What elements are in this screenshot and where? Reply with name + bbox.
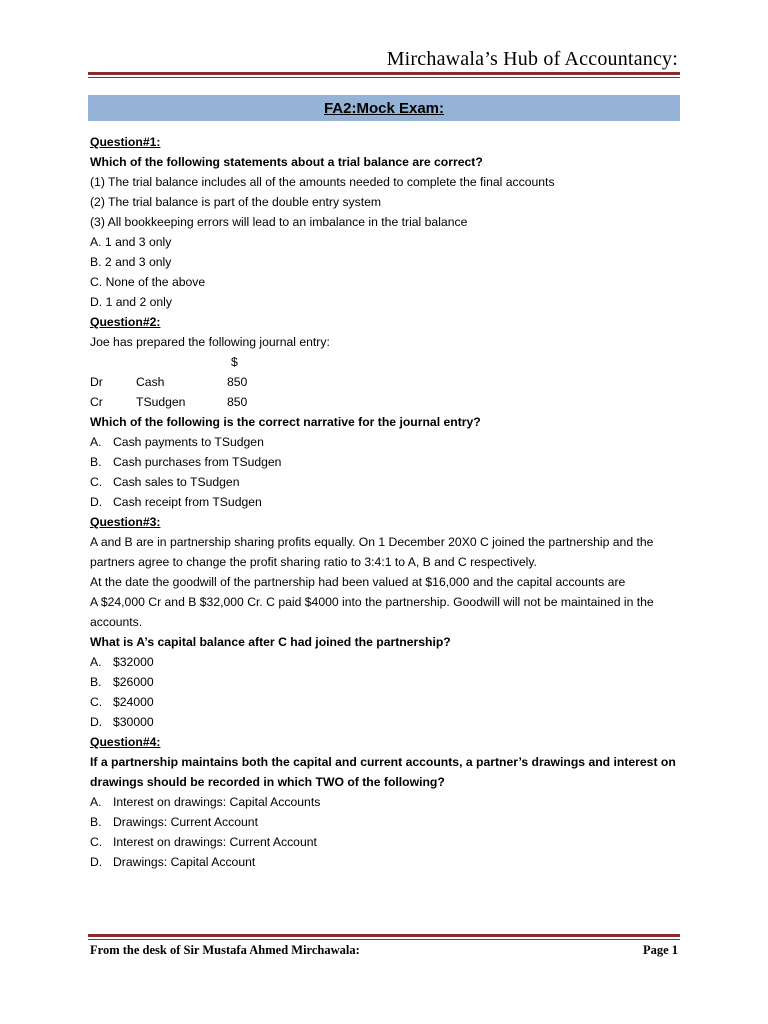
- question-2-option-a: [90, 432, 682, 452]
- journal-currency-header: $: [231, 355, 238, 369]
- footer-author: From the desk of Sir Mustafa Ahmed Mirchawala:: [90, 943, 360, 957]
- question-2-option-c: [90, 472, 682, 492]
- option-text: Cash receipt from TSudgen: [113, 495, 262, 509]
- journal-amount: 850: [227, 375, 248, 389]
- question-2-heading: Question#2:: [90, 315, 161, 329]
- header-rule-thick: [88, 72, 680, 75]
- option-label: C.: [90, 475, 103, 489]
- exam-title-banner: [88, 95, 680, 121]
- footer-rule-thick: [88, 934, 680, 937]
- question-1-option-a: A. 1 and 3 only: [90, 235, 172, 249]
- question-3-paragraph: At the date the goodwill of the partnership had been valued at $16,000 and the capital accounts are: [90, 575, 626, 589]
- question-3-heading: Question#3:: [90, 515, 161, 529]
- option-text: $24000: [113, 695, 154, 709]
- question-1-option-c: C. None of the above: [90, 275, 206, 289]
- question-3-stem: What is A’s capital balance after C had joined the partnership?: [90, 635, 451, 649]
- question-2-stem: Which of the following is the correct narrative for the journal entry?: [90, 415, 481, 429]
- question-3-option-a: [90, 652, 682, 672]
- page-number: Page 1: [642, 943, 678, 957]
- footer-rule-thin: [88, 939, 680, 940]
- option-label: A.: [90, 795, 102, 809]
- option-text: Interest on drawings: Current Account: [113, 835, 317, 849]
- option-text: Drawings: Capital Account: [113, 855, 256, 869]
- question-3-paragraph: A and B are in partnership sharing profits equally. On 1 December 20X0 C joined the partnership and the partners agree to change the profit sharing ratio to 3:4:1 to A, B and C respectively.: [90, 535, 654, 569]
- option-label: D.: [90, 715, 103, 729]
- question-4-option-a: [90, 792, 682, 812]
- question-4-option-d: [90, 852, 682, 872]
- option-label: D.: [90, 495, 103, 509]
- question-4-stem-part2: of the following?: [343, 775, 445, 789]
- exam-content: [90, 132, 682, 872]
- journal-account: TSudgen: [136, 395, 186, 409]
- journal-entry-row: [90, 392, 682, 412]
- option-text: Cash payments to TSudgen: [113, 435, 264, 449]
- option-text: $30000: [113, 715, 154, 729]
- question-4-option-b: [90, 812, 682, 832]
- option-text: Cash sales to TSudgen: [113, 475, 240, 489]
- option-label: A.: [90, 655, 102, 669]
- question-4-stem-emphasis: TWO: [315, 775, 344, 789]
- page-header-title: Mirchawala’s Hub of Accountancy:: [386, 48, 678, 70]
- option-label: D.: [90, 855, 103, 869]
- question-3-option-d: [90, 712, 682, 732]
- question-1-heading: Question#1:: [90, 135, 161, 149]
- option-text: $32000: [113, 655, 154, 669]
- journal-amount: 850: [227, 395, 248, 409]
- question-4-stem-part1: If a partnership maintains both the capital and current accounts, a partner’s drawings and interest on drawings should be recorded in which: [90, 755, 676, 789]
- question-1-statement: (2) The trial balance is part of the double entry system: [90, 195, 382, 209]
- option-text: $26000: [113, 675, 154, 689]
- question-3-option-c: [90, 692, 682, 712]
- option-label: A.: [90, 435, 102, 449]
- option-label: B.: [90, 455, 102, 469]
- journal-account: Cash: [136, 375, 165, 389]
- journal-side: Dr: [90, 375, 103, 389]
- exam-title: FA2:Mock Exam:: [323, 99, 445, 117]
- header-rule-thin: [88, 77, 680, 78]
- option-label: B.: [90, 675, 102, 689]
- option-text: Interest on drawings: Capital Accounts: [113, 795, 321, 809]
- question-1-option-b: B. 2 and 3 only: [90, 255, 172, 269]
- option-label: B.: [90, 815, 102, 829]
- question-3-option-b: [90, 672, 682, 692]
- question-2-intro: Joe has prepared the following journal entry:: [90, 335, 330, 349]
- option-label: C.: [90, 695, 103, 709]
- question-1-stem: Which of the following statements about a trial balance are correct?: [90, 155, 483, 169]
- journal-entry-row: [90, 372, 682, 392]
- question-4-option-c: [90, 832, 682, 852]
- option-text: Cash purchases from TSudgen: [113, 455, 282, 469]
- question-1-statement: (1) The trial balance includes all of the amounts needed to complete the final accounts: [90, 175, 555, 189]
- question-4-heading: Question#4:: [90, 735, 161, 749]
- question-1-statement: (3) All bookkeeping errors will lead to an imbalance in the trial balance: [90, 215, 468, 229]
- option-text: Drawings: Current Account: [113, 815, 258, 829]
- question-4-stem: [90, 752, 682, 792]
- journal-side: Cr: [90, 395, 103, 409]
- option-label: C.: [90, 835, 103, 849]
- question-3-paragraph: A $24,000 Cr and B $32,000 Cr. C paid $4000 into the partnership. Goodwill will not be maintained in the accounts.: [90, 595, 654, 629]
- question-1-option-d: D. 1 and 2 only: [90, 295, 172, 309]
- question-2-option-d: [90, 492, 682, 512]
- question-2-option-b: [90, 452, 682, 472]
